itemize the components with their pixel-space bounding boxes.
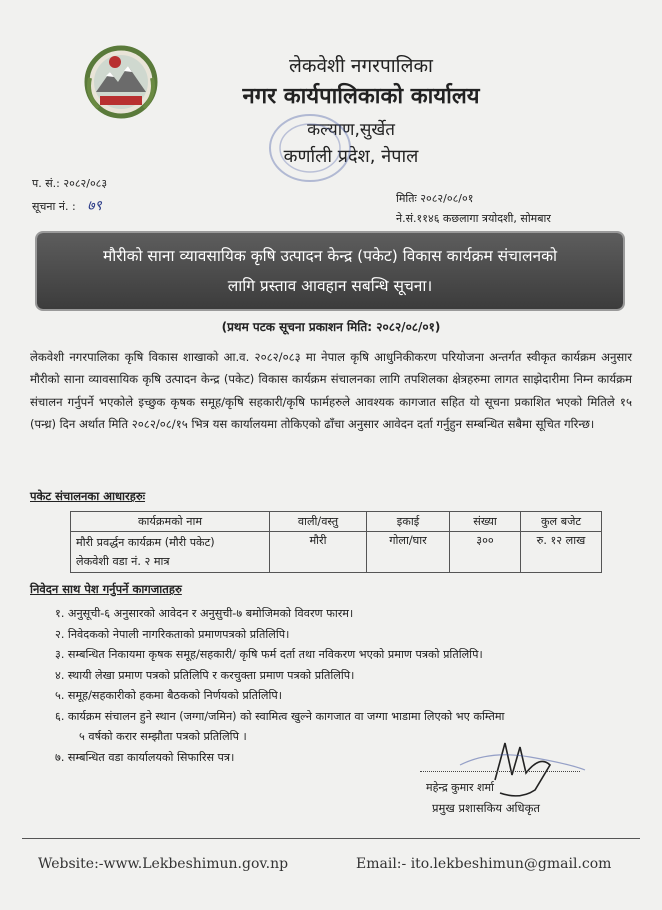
- notice-number-value: ७९: [87, 198, 102, 214]
- program-name-cell: [71, 532, 270, 573]
- banner-line-2: लागि प्रस्ताव आवहान सबन्धि सूचना।: [227, 277, 433, 295]
- footer-website: Website:-www.Lekbeshimun.gov.np: [38, 856, 289, 872]
- notice-date: मितिः २०८२/०८/०१: [396, 192, 474, 205]
- signatory-name: महेन्द्र कुमार शर्मा: [426, 781, 494, 794]
- notice-number: [32, 196, 102, 215]
- table-row: [71, 532, 602, 573]
- col-budget: कुल बजेट: [521, 512, 602, 532]
- list-item: ४. स्थायी लेखा प्रमाण पत्रको प्रतिलिपि र करचुक्ता प्रमाण पत्रको प्रतिलिपि।: [55, 668, 355, 682]
- list-item: १. अनुसूची-६ अनुसारको आवेदन र अनुसुची-७ बमोजिमको विवरण फारम।: [55, 607, 354, 620]
- list-item: ६. कार्यक्रम संचालन हुने स्थान (जग्गा/जमिन) को स्वामित्व खुल्ने कागजात वा जग्गा भाडामा लिएको भए कम्तिमा: [55, 709, 505, 723]
- municipality-name: लेकवेशी नगरपालिका: [289, 55, 433, 77]
- office-location: कल्याण,सुर्खेत: [307, 120, 395, 140]
- program-name: मौरी प्रवर्द्धन कार्यक्रम (मौरी पकेट): [76, 536, 215, 549]
- footer-divider: [22, 838, 640, 839]
- notice-number-label: सूचना नं. :: [32, 200, 76, 213]
- publication-date: (प्रथम पटक सूचना प्रकाशन मिति: २०८२/०८/०१): [221, 320, 441, 334]
- count-cell: ३००: [450, 532, 521, 573]
- col-program-name: कार्यक्रमको नाम: [71, 512, 270, 532]
- table-header-row: [71, 512, 602, 532]
- program-area: लेकवेशी वडा नं. २ मात्र: [76, 555, 170, 568]
- crop-cell: मौरी: [270, 532, 367, 573]
- col-crop: वाली/वस्तु: [270, 512, 367, 532]
- footer-email: Email:- ito.lekbeshimun@gmail.com: [356, 856, 612, 872]
- signature-line: [420, 771, 580, 772]
- budget-cell: रु. १२ लाख: [521, 532, 602, 573]
- col-count: संख्या: [450, 512, 521, 532]
- province-name: कर्णाली प्रदेश, नेपाल: [283, 146, 419, 167]
- col-unit: इकाई: [367, 512, 450, 532]
- fiscal-year: प. सं.: २०८२/०८३: [32, 177, 108, 190]
- notice-body: लेकवेशी नगरपालिका कृषि विकास शाखाको आ.व. २०८२/०८३ मा नेपाल कृषि आधुनिकीकरण परियोजना अन्तर्गत स्वीकृत कार्यक्रम अनुसार मौरीको साना व्यावसायिक कृषि उत्पादन केन्द्र (पकेट) विकास कार्यक्रम संचालनका लागि तपशिलका क्षेत्रहरुमा लागत साझेदारीमा निम्न कार्यक्रम संचालन गर्नुपर्ने भएकोले इच्छुक कृषक समूह/कृषि सहकारी/कृषि फार्महरुले आवश्यक कागजात सहित यो सूचना प्रकाशित भएको मितिले १५ (पन्ध्र) दिन अर्थात मिति २०८२/०८/१५ भित्र यस कार्यालयमा तोकिएको ढाँचा अनुसार आवेदन दर्ता गर्नुहुन सम्बन्धित सबैमा सूचित गरिन्छ।: [30, 350, 632, 431]
- list-item: २. निवेदकको नेपाली नागरिकताको प्रमाणपत्रको प्रतिलिपि।: [55, 627, 290, 641]
- program-table: [70, 511, 602, 573]
- documents-section-title: निवेदन साथ पेश गर्नुपर्ने कागजातहरु: [30, 582, 182, 596]
- list-item: ५. समूह/सहकारीको हकमा बैठकको निर्णयको प्रतिलिपि।: [55, 689, 282, 702]
- plan-section-title: पकेट संचालनका आधारहरुः: [30, 489, 146, 503]
- list-item: ७. सम्बन्धित वडा कार्यालयको सिफारिस पत्र।: [55, 750, 235, 764]
- handwritten-signature: [400, 735, 600, 810]
- banner-line-1: मौरीको साना व्यावसायिक कृषि उत्पादन केन्द्र (पकेट) विकास कार्यक्रम संचालनको: [102, 247, 558, 265]
- office-seal-stamp: [265, 110, 355, 185]
- unit-cell: गोला/घार: [367, 532, 450, 573]
- office-name: नगर कार्यपालिकाको कार्यालय: [242, 84, 480, 109]
- list-item: ५ वर्षको करार सम्झौता पत्रको प्रतिलिपि ।: [79, 730, 247, 743]
- notice-title-banner: [37, 233, 623, 309]
- nepal-samvat-date: ने.सं.११४६ कछलागा त्रयोदशी, सोमबार: [396, 212, 551, 225]
- list-item: ३. सम्बन्धित निकायमा कृषक समूह/सहकारी/ कृषि फर्म दर्ता तथा नविकरण भएको प्रमाण पत्रको प्रतिलिपि।: [55, 648, 483, 661]
- signatory-designation: प्रमुख प्रशासकिय अधिकृत: [432, 801, 540, 815]
